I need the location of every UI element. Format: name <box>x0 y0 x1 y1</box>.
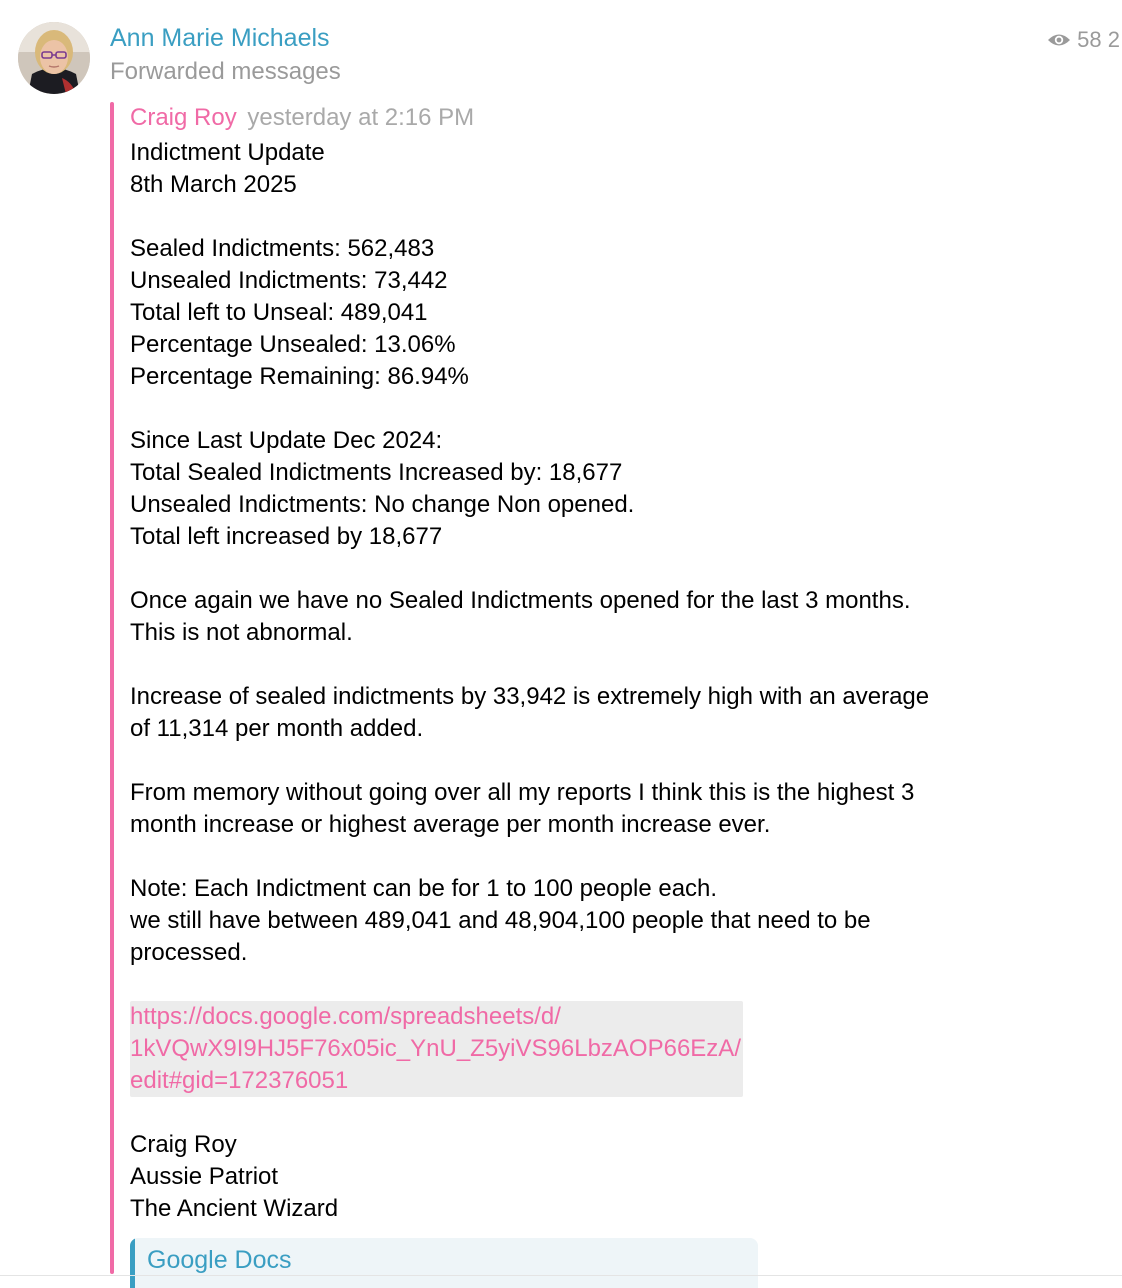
message-line: Once again we have no Sealed Indictments opened for the last 3 months. <box>130 587 911 614</box>
divider <box>0 1275 1122 1276</box>
forwarded-label: Forwarded messages <box>110 58 341 85</box>
sender-name[interactable]: Ann Marie Michaels <box>110 24 330 52</box>
forwarded-time: yesterday at 2:16 PM <box>247 104 475 131</box>
message-line: Since Last Update Dec 2024: <box>130 427 443 454</box>
message-line: Unsealed Indictments: 73,442 <box>130 267 448 294</box>
message-line: month increase or highest average per month increase ever. <box>130 811 771 838</box>
avatar[interactable] <box>18 22 90 94</box>
signature-line: Craig Roy <box>130 1131 237 1158</box>
blank-line <box>130 745 1080 777</box>
message-line: 8th March 2025 <box>130 171 297 198</box>
blank-line <box>130 841 1080 873</box>
message-line: Sealed Indictments: 562,483 <box>130 235 435 262</box>
message-line: This is not abnormal. <box>130 619 353 646</box>
message-line: we still have between 489,041 and 48,904,100 people that need to be <box>130 907 871 934</box>
link-line[interactable]: https://docs.google.com/spreadsheets/d/ <box>130 1003 561 1030</box>
views-count-text: 58 2 <box>1077 27 1120 52</box>
signature-line: Aussie Patriot <box>130 1163 279 1190</box>
forward-accent-bar <box>110 102 114 1274</box>
eye-icon <box>1047 32 1071 48</box>
preview-accent-bar <box>130 1238 135 1288</box>
blank-line <box>130 649 1080 681</box>
blank-line <box>130 201 1080 233</box>
message-line: Indictment Update <box>130 139 325 166</box>
message-line: Note: Each Indictment can be for 1 to 100 people each. <box>130 875 718 902</box>
message-body <box>130 137 1080 1225</box>
message-line: Percentage Unsealed: 13.06% <box>130 331 456 358</box>
message-line: Total Sealed Indictments Increased by: 18,677 <box>130 459 623 486</box>
blank-line <box>130 1097 1080 1129</box>
forwarded-author[interactable]: Craig Roy <box>130 104 237 131</box>
message-line: processed. <box>130 939 248 966</box>
blank-line <box>130 393 1080 425</box>
signature-line: The Ancient Wizard <box>130 1195 339 1222</box>
message-line: Increase of sealed indictments by 33,942 is extremely high with an average <box>130 683 930 710</box>
link-line[interactable]: 1kVQwX9I9HJ5F76x05ic_YnU_Z5yiVS96LbzAOP66EzA/ <box>130 1035 741 1062</box>
message-line: Unsealed Indictments: No change Non opened. <box>130 491 635 518</box>
user-photo-icon <box>18 22 90 94</box>
message-line: Total left to Unseal: 489,041 <box>130 299 428 326</box>
forwarded-header <box>130 104 474 132</box>
blank-line <box>130 553 1080 585</box>
message-line: Percentage Remaining: 86.94% <box>130 363 469 390</box>
message-line: Total left increased by 18,677 <box>130 523 443 550</box>
message-line: of 11,314 per month added. <box>130 715 424 742</box>
link-preview-card[interactable] <box>130 1238 758 1288</box>
view-count <box>1047 26 1122 54</box>
blank-line <box>130 969 1080 1001</box>
link-line[interactable]: edit#gid=172376051 <box>130 1067 349 1094</box>
spreadsheet-link[interactable] <box>130 1001 743 1097</box>
preview-site-name: Google Docs <box>147 1246 292 1274</box>
message-line: From memory without going over all my reports I think this is the highest 3 <box>130 779 915 806</box>
